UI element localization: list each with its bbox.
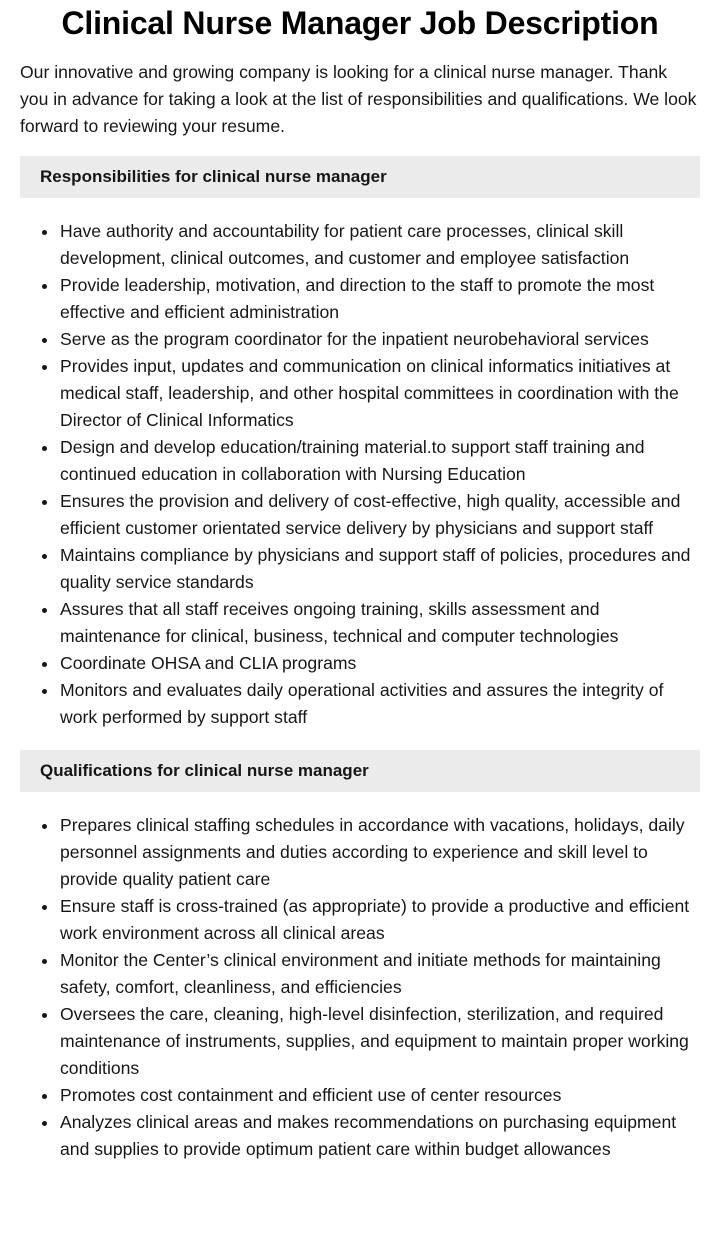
list-item: Serve as the program coordinator for the inpatient neurobehavioral services (60, 326, 700, 353)
list-item: Ensures the provision and delivery of cost-effective, high quality, accessible and efficient customer orientated service delivery by physicians and support staff (60, 488, 700, 542)
list-item: Provides input, updates and communication on clinical informatics initiatives at medical staff, leadership, and other hospital committees in coordination with the Director of Clinical Informatics (60, 353, 700, 434)
list-item: Design and develop education/training material.to support staff training and continued education in collaboration with Nursing Education (60, 434, 700, 488)
responsibilities-list (20, 218, 700, 731)
qualifications-list (20, 812, 700, 1163)
list-item: Monitor the Center’s clinical environment and initiate methods for maintaining safety, comfort, cleanliness, and efficiencies (60, 947, 700, 1001)
list-item: Coordinate OHSA and CLIA programs (60, 650, 700, 677)
page-title: Clinical Nurse Manager Job Description (61, 5, 659, 41)
list-item: Maintains compliance by physicians and support staff of policies, procedures and quality service standards (60, 542, 700, 596)
responsibilities-heading: Responsibilities for clinical nurse manager (20, 156, 700, 198)
list-item: Provide leadership, motivation, and direction to the staff to promote the most effective and efficient administration (60, 272, 700, 326)
list-item: Assures that all staff receives ongoing training, skills assessment and maintenance for clinical, business, technical and computer technologies (60, 596, 700, 650)
list-item: Prepares clinical staffing schedules in accordance with vacations, holidays, daily personnel assignments and duties according to experience and skill level to provide quality patient care (60, 812, 700, 893)
intro-paragraph: Our innovative and growing company is looking for a clinical nurse manager. Thank you in advance for taking a look at the list of responsibilities and qualifications. We look forward to reviewing your resume. (20, 62, 697, 136)
list-item: Have authority and accountability for patient care processes, clinical skill development, clinical outcomes, and customer and employee satisfaction (60, 218, 700, 272)
list-item: Analyzes clinical areas and makes recommendations on purchasing equipment and supplies to provide optimum patient care within budget allowances (60, 1109, 700, 1163)
list-item: Oversees the care, cleaning, high-level disinfection, sterilization, and required maintenance of instruments, supplies, and equipment to maintain proper working conditions (60, 1001, 700, 1082)
list-item: Ensure staff is cross-trained (as appropriate) to provide a productive and efficient work environment across all clinical areas (60, 893, 700, 947)
list-item: Promotes cost containment and efficient use of center resources (60, 1082, 700, 1109)
qualifications-heading: Qualifications for clinical nurse manager (20, 750, 700, 792)
list-item: Monitors and evaluates daily operational activities and assures the integrity of work performed by support staff (60, 677, 700, 731)
